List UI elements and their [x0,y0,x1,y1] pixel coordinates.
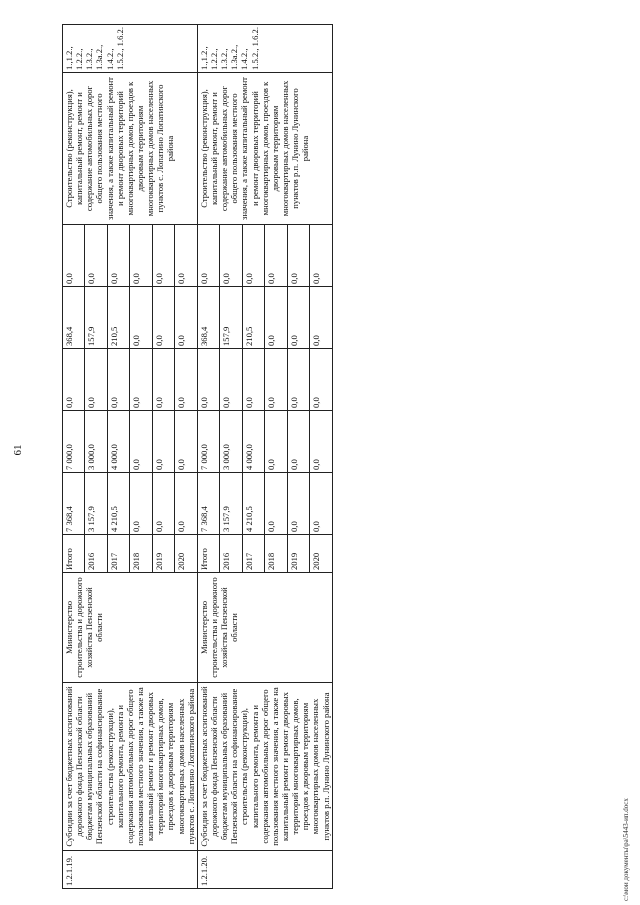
funding-cell: 0,0 [63,225,85,287]
total-cell: 7 368,4 [197,473,219,535]
responsible-organization: Министерство строительства и дорожного хозяйства Пензенской области [63,573,198,683]
table-row [63,25,85,889]
year-cell: 2020 [310,535,332,573]
funding-cell: 0,0 [310,225,332,287]
funding-cell: 0,0 [287,411,309,473]
funding-cell: 0,0 [152,287,174,349]
indicator-references: 1.,1.2., 1.2.2., 1.3.2., 1.3а.2., 1.4.2., 1.5.2., 1.6.2. [63,25,198,73]
year-cell: 2019 [287,535,309,573]
funding-cell: 0,0 [287,287,309,349]
total-cell: 0,0 [265,473,287,535]
funding-cell: 210,5 [242,287,264,349]
funding-cell: 0,0 [107,349,129,411]
year-cell: 2016 [220,535,242,573]
funding-cell: 0,0 [265,225,287,287]
total-cell: 7 368,4 [63,473,85,535]
funding-cell: 0,0 [220,349,242,411]
funding-cell: 210,5 [107,287,129,349]
funding-cell: 7 000,0 [63,411,85,473]
funding-cell: 0,0 [130,287,152,349]
total-cell: 0,0 [130,473,152,535]
funding-cell: 0,0 [242,349,264,411]
file-path-footer: c:\мои документы\ра\5443-ип.docx [622,798,630,901]
total-cell: 0,0 [310,473,332,535]
total-cell: 3 157,9 [85,473,107,535]
table-row [197,25,219,889]
funding-cell: 7 000,0 [197,411,219,473]
funding-cell: 0,0 [63,349,85,411]
funding-cell: 0,0 [107,225,129,287]
funding-cell: 0,0 [265,287,287,349]
funding-cell: 3 000,0 [85,411,107,473]
funding-cell: 0,0 [175,349,197,411]
total-cell: 4 210,5 [242,473,264,535]
total-cell: 0,0 [287,473,309,535]
funding-cell: 0,0 [175,225,197,287]
program-activities-table [62,24,333,889]
funding-cell: 0,0 [287,349,309,411]
funding-cell: 0,0 [175,287,197,349]
funding-cell: 0,0 [152,349,174,411]
funding-cell: 0,0 [152,411,174,473]
year-cell: 2020 [175,535,197,573]
funding-cell: 368,4 [197,287,219,349]
funding-cell: 0,0 [197,349,219,411]
year-cell: 2019 [152,535,174,573]
year-cell: 2018 [265,535,287,573]
funding-cell: 0,0 [197,225,219,287]
funding-cell: 0,0 [175,411,197,473]
funding-cell: 4 000,0 [242,411,264,473]
total-cell: 0,0 [152,473,174,535]
year-cell: 2018 [130,535,152,573]
total-cell: 3 157,9 [220,473,242,535]
responsible-organization: Министерство строительства и дорожного хозяйства Пензенской области [197,573,332,683]
funding-cell: 0,0 [310,349,332,411]
year-cell: 2017 [107,535,129,573]
year-cell: Итого [197,535,219,573]
activity-description: Субсидии за счет бюджетных ассигнований дорожного фонда Пензенской области бюджетам муниципальных образований Пензенской области на софинансирование строительства (реконструкции), капитального ремонта, ремонта и содержания автомобильных дорог общего пользования местного значения, а также на капитальный ремонт и ремонт дворовых территорий многоквартирных домов, проездов к дворовым территориям многоквартирных домов населенных пунктов с. Лопатино Лопатинского района [63,683,198,851]
funding-cell: 157,9 [220,287,242,349]
funding-cell: 0,0 [85,225,107,287]
activity-objective: Строительство (реконструкция), капитальный ремонт, ремонт и содержание автомобильных дорог общего пользования местного значения, а также капитальный ремонт и ремонт дворовых территорий многоквартирных домов, проездов к дворовым территориям многоквартирных домов населенных пунктов р.п. Лунино Лунинского района [197,73,332,225]
funding-cell: 0,0 [310,287,332,349]
year-cell: 2016 [85,535,107,573]
funding-cell: 368,4 [63,287,85,349]
funding-cell: 0,0 [220,225,242,287]
funding-cell: 0,0 [130,225,152,287]
funding-cell: 0,0 [287,225,309,287]
funding-cell: 0,0 [242,225,264,287]
funding-cell: 3 000,0 [220,411,242,473]
year-cell: 2017 [242,535,264,573]
total-cell: 0,0 [175,473,197,535]
activity-objective: Строительство (реконструкция), капитальный ремонт, ремонт и содержание автомобильных дорог общего пользования местного значения, а также капитальный ремонт и ремонт дворовых территорий многоквартирных домов, проездов к дворовым территориям многоквартирных домов населенных пунктов с. Лопатино Лопатинского района [63,73,198,225]
funding-cell: 4 000,0 [107,411,129,473]
funding-cell: 0,0 [130,411,152,473]
funding-cell: 157,9 [85,287,107,349]
activity-number: 1.2.1.20. [197,851,332,889]
funding-cell: 0,0 [265,349,287,411]
funding-cell: 0,0 [310,411,332,473]
page-number: 61 [12,444,24,456]
total-cell: 4 210,5 [107,473,129,535]
funding-cell: 0,0 [152,225,174,287]
year-cell: Итого [63,535,85,573]
indicator-references: 1.,1.2., 1.2.2., 1.3.2., 1.3а.2., 1.4.2., 1.5.2., 1.6.2. [197,25,332,73]
activity-description: Субсидии за счет бюджетных ассигнований дорожного фонда Пензенской области бюджетам муниципальных образований Пензенской области на софинансирование строительства (реконструкции), капитального ремонта, ремонта и содержания автомобильных дорог общего пользования местного значения, а также на капитальный ремонт и ремонт дворовых территорий многоквартирных домов, проездов к дворовым территориям многоквартирных домов населенных пунктов р.п. Лунино Лунинского района [197,683,332,851]
funding-cell: 0,0 [85,349,107,411]
funding-cell: 0,0 [265,411,287,473]
activity-number: 1.2.1.19. [63,851,198,889]
funding-cell: 0,0 [130,349,152,411]
